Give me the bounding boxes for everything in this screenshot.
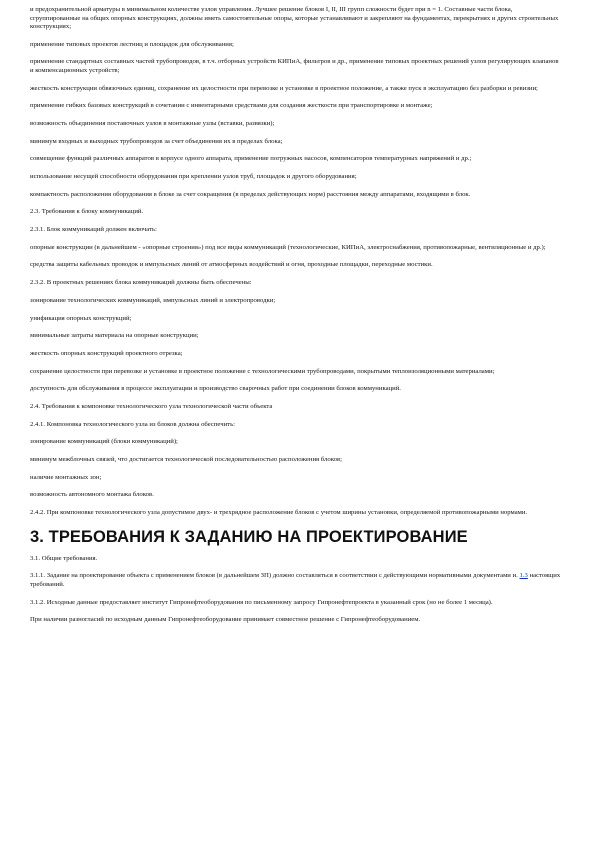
paragraph-text: настоящих требований. xyxy=(30,572,561,588)
paragraph-text: 3.1.1. Задание на проектирование объекта с применением блоков (в дальнейшем ЗП) должно составляться в соответствии с действующими нормативными документами и. xyxy=(30,572,520,580)
paragraph: опорные конструкции (в дальнейшем - «опорные строения») под все виды коммуникаций (технологические, КИПиА, электроснабжения, противопожарные, вентиляционные и др.); xyxy=(30,243,546,251)
paragraph: возможность объединения поставочных узлов в монтажные узлы (вставки, развязки); xyxy=(30,119,275,127)
paragraph: средства защиты кабельных проводок и импульсных линий от атмосферных воздействий и огня, проходные площадки, переходные мостики. xyxy=(30,261,433,269)
paragraph: зонирование коммуникаций (блоки коммуникаций); xyxy=(30,438,178,446)
paragraph-3-1-1 xyxy=(30,572,562,589)
paragraph: сохранение целостности при перевозке и установке в проектное положение с технологическими трубопроводами, покрытыми теплоизоляционными материалами; xyxy=(30,367,495,375)
paragraph: возможность автономного монтажа блоков. xyxy=(30,491,154,499)
paragraph: совмещение функций различных аппаратов в корпусе одного аппарата, применение погружных насосов, компенсаторов температурных напряжений и др.; xyxy=(30,155,472,163)
paragraph: унификация опорных конструкций; xyxy=(30,314,132,322)
paragraph: жесткость конструкции обвязочных единиц, сохранение их целостности при перевозке и установке в проектное положение, а также пуск в эксплуатацию без разборки и ревизии; xyxy=(30,84,538,92)
paragraph: использование несущей способности оборудования при креплении узлов труб, площадок и другого оборудования; xyxy=(30,173,357,180)
document-page xyxy=(30,6,562,634)
paragraph: минимум межблочных связей, что достигается технологической последовательностью расположения блоков; xyxy=(30,456,342,463)
paragraph: применение стандартных составных частей трубопроводов, в т.ч. отборных устройств КИПиА, фильтров и др., применение типовых проектных решений узлов регулирующих клапанов и компенсационных устройств; xyxy=(30,58,559,74)
paragraph: зонирование технологических коммуникаций, импульсных линий и электропроводки; xyxy=(30,296,276,304)
paragraph: применение гибких базовых конструкций в сочетании с инвентарными средствами для создания жесткости при транспортировке и монтаже; xyxy=(30,102,433,110)
paragraph: наличие монтажных зон; xyxy=(30,473,102,481)
paragraph: минимальные затраты материала на опорные конструкции; xyxy=(30,332,199,340)
paragraph: компактность расположения оборудования в блоке за счет сокращения (в пределах действующих норм) расстояния между аппаратами, входящими в блок. xyxy=(30,190,471,198)
paragraph: доступность для обслуживания в процессе эксплуатации и производство сварочных работ при соединении блоков коммуникаций. xyxy=(30,385,401,393)
paragraph: 2.4. Требования к компоновке технологического узла технологической части объекта xyxy=(30,402,273,410)
reference-link[interactable]: 1.3 xyxy=(519,572,528,580)
paragraph: 2.4.1. Компоновка технологического узла из блоков должна обеспечить: xyxy=(30,420,235,428)
paragraph-3-1-2: 3.1.2. Исходные данные предоставляет институт Гипронефтеоборудования по письменному запросу Гипронефтепроекта в указанный срок (но не более 1 месяца). xyxy=(30,598,493,606)
paragraph-disagreements: При наличии разногласий по исходным данным Гипронефтеоборудование принимает совместное решение с Гипронефтеоборудованием. xyxy=(30,616,421,624)
paragraph: 2.3.2. В проектных решениях блока коммуникаций должны быть обеспечены: xyxy=(30,279,252,287)
paragraph: жесткость опорных конструкций проектного отрезка; xyxy=(30,349,183,357)
paragraph: 2.3.1. Блок коммуникаций должен включать: xyxy=(30,226,157,234)
paragraph-3-1: 3.1. Общие требования. xyxy=(30,554,98,562)
paragraph: применение типовых проектов лестниц и площадок для обслуживания; xyxy=(30,40,234,48)
paragraph: 2.4.2. При компоновке технологического узла допустимое двух- и трехрядное расположение блоков с учетом ширины установки, определяемой противопожарными нормами. xyxy=(30,509,528,517)
paragraph: и предохранительной арматуры в минимальном количестве узлов управления. Лучшее решение блоков I, II, III групп сложности будет при n = 1. Составные части блока, сгруппированные на общих опорных конструкциях, должны иметь самостоятельные опоры, которые устанавливают и закрепляют на фундаментах, перекрытиях и других строительных конструкциях; xyxy=(30,6,559,30)
requirements-body xyxy=(30,6,562,518)
paragraph: минимум входных и выходных трубопроводов за счет объединения их в пределах блока; xyxy=(30,137,283,145)
paragraph: 2.3. Требования к блоку коммуникаций. xyxy=(30,208,144,216)
section-heading: 3. ТРЕБОВАНИЯ К ЗАДАНИЮ НА ПРОЕКТИРОВАНИЕ xyxy=(30,527,468,546)
